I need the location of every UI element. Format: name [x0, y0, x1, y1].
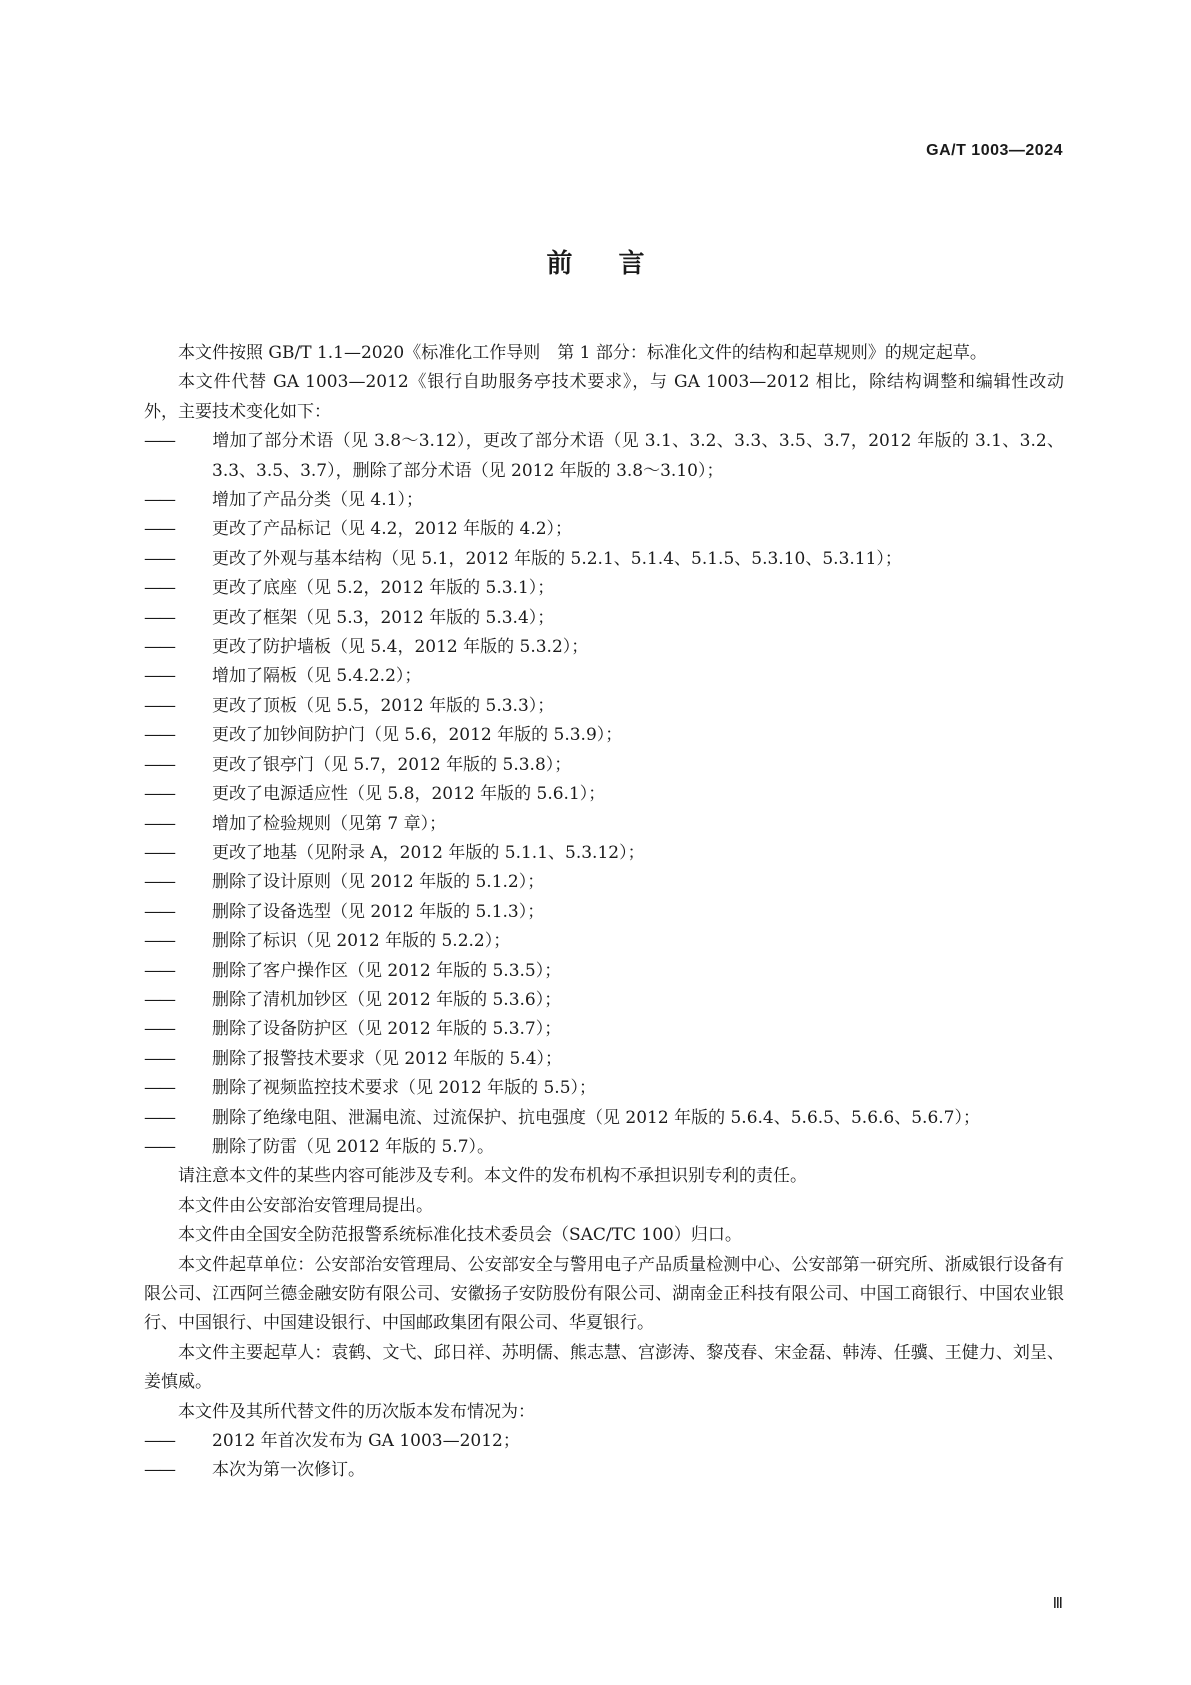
document-body	[144, 339, 1064, 1486]
history-text: 本次为第一次修订。	[212, 1460, 365, 1481]
dash: ——	[144, 960, 174, 981]
change-item	[144, 868, 1064, 897]
change-text: 更改了电源适应性（见 5.8，2012 年版的 5.6.1）；	[212, 784, 606, 805]
change-text: 增加了隔板（见 5.4.2.2）；	[212, 666, 422, 687]
dash: ——	[144, 1048, 174, 1069]
change-text: 增加了检验规则（见第 7 章）；	[212, 813, 447, 834]
change-item	[144, 1074, 1064, 1103]
dash: ——	[144, 666, 174, 687]
change-item	[144, 1104, 1064, 1133]
paragraph: 本文件起草单位：公安部治安管理局、公安部安全与警用电子产品质量检测中心、公安部第一研究所、浙威银行设备有限公司、江西阿兰德金融安防有限公司、安徽扬子安防股份有限公司、湖南金正科技有限公司、中国工商银行、中国农业银行、中国银行、中国建设银行、中国邮政集团有限公司、华夏银行。	[144, 1254, 1064, 1334]
dash: ——	[144, 784, 174, 805]
history-list	[144, 1427, 1064, 1486]
dash: ——	[144, 1136, 174, 1157]
change-text: 更改了防护墙板（见 5.4，2012 年版的 5.3.2）；	[212, 637, 589, 658]
dash: ——	[144, 578, 174, 599]
change-text: 删除了设备防护区（见 2012 年版的 5.3.7）；	[212, 1019, 562, 1040]
change-text: 更改了外观与基本结构（见 5.1，2012 年版的 5.2.1、5.1.4、5.1.5、5.3.10、5.3.11）；	[212, 548, 902, 569]
history-item	[144, 1456, 1064, 1485]
dash: ——	[144, 1019, 174, 1040]
change-item	[144, 515, 1064, 544]
change-item	[144, 1015, 1064, 1044]
dash: ——	[144, 548, 174, 569]
dash: ——	[144, 1107, 174, 1128]
change-text: 更改了银亭门（见 5.7，2012 年版的 5.3.8）；	[212, 754, 572, 775]
changes-list	[144, 427, 1064, 1162]
change-item	[144, 957, 1064, 986]
dash: ——	[144, 519, 174, 540]
change-text: 增加了部分术语（见 3.8～3.12），更改了部分术语（见 3.1、3.2、3.3、3.5、3.7，2012 年版的 3.1、3.2、3.3、3.5、3.7），删除了部分术语（见 2012 年版的 3.8～3.10）；	[212, 431, 1064, 481]
history-text: 2012 年首次发布为 GA 1003—2012；	[212, 1431, 520, 1452]
paragraph: 本文件按照 GB/T 1.1—2020《标准化工作导则 第 1 部分：标准化文件的结构和起草规则》的规定起草。	[178, 343, 987, 363]
change-item	[144, 839, 1064, 868]
dash: ——	[144, 842, 174, 863]
change-text: 删除了报警技术要求（见 2012 年版的 5.4）；	[212, 1048, 563, 1069]
paragraph: 本文件主要起草人：袁鹤、文弋、邱日祥、苏明儒、熊志慧、宫澎涛、黎茂春、宋金磊、韩涛、任骥、王健力、刘呈、姜慎威。	[144, 1342, 1064, 1393]
change-item	[144, 1045, 1064, 1074]
change-text: 删除了设备选型（见 2012 年版的 5.1.3）；	[212, 901, 545, 922]
change-text: 删除了绝缘电阻、泄漏电流、过流保护、抗电强度（见 2012 年版的 5.6.4、5.6.5、5.6.6、5.6.7）；	[212, 1107, 980, 1128]
change-text: 更改了加钞间防护门（见 5.6，2012 年版的 5.3.9）；	[212, 725, 623, 746]
change-item	[144, 721, 1064, 750]
dash: ——	[144, 695, 174, 716]
change-text: 删除了防雷（见 2012 年版的 5.7）。	[212, 1136, 495, 1157]
dash: ——	[144, 872, 174, 893]
page-title: 前言	[546, 249, 691, 279]
change-text: 更改了框架（见 5.3，2012 年版的 5.3.4）；	[212, 607, 555, 628]
change-item	[144, 927, 1064, 956]
dash: ——	[144, 637, 174, 658]
change-text: 增加了产品分类（见 4.1）；	[212, 490, 423, 511]
change-text: 更改了地基（见附录 A，2012 年版的 5.1.1、5.3.12）；	[212, 842, 645, 863]
change-item	[144, 780, 1064, 809]
change-item	[144, 898, 1064, 927]
dash: ——	[144, 490, 174, 511]
dash: ——	[144, 607, 174, 628]
change-text: 删除了标识（见 2012 年版的 5.2.2）；	[212, 931, 511, 952]
change-item	[144, 810, 1064, 839]
change-item	[144, 427, 1064, 486]
dash: ——	[144, 989, 174, 1010]
standard-code: GA/T 1003—2024	[926, 142, 1063, 159]
change-item	[144, 486, 1064, 515]
dash: ——	[144, 1078, 174, 1099]
page-number: Ⅲ	[1052, 1596, 1063, 1612]
dash: ——	[144, 725, 174, 746]
paragraph: 请注意本文件的某些内容可能涉及专利。本文件的发布机构不承担识别专利的责任。	[178, 1166, 807, 1187]
dash: ——	[144, 431, 174, 452]
change-text: 更改了底座（见 5.2，2012 年版的 5.3.1）；	[212, 578, 555, 599]
history-item	[144, 1427, 1064, 1456]
paragraph: 本文件由公安部治安管理局提出。	[178, 1195, 433, 1216]
paragraph: 本文件代替 GA 1003—2012《银行自助服务亭技术要求》，与 GA 1003—2012 相比，除结构调整和编辑性改动外，主要技术变化如下：	[144, 372, 1064, 422]
change-text: 删除了视频监控技术要求（见 2012 年版的 5.5）；	[212, 1078, 597, 1099]
change-item	[144, 751, 1064, 780]
change-text: 删除了清机加钞区（见 2012 年版的 5.3.6）；	[212, 989, 562, 1010]
dash: ——	[144, 754, 174, 775]
change-item	[144, 662, 1064, 691]
dash: ——	[144, 1460, 174, 1481]
change-item	[144, 986, 1064, 1015]
dash: ——	[144, 1431, 174, 1452]
dash: ——	[144, 901, 174, 922]
change-item	[144, 604, 1064, 633]
change-item	[144, 545, 1064, 574]
change-text: 更改了产品标记（见 4.2，2012 年版的 4.2）；	[212, 519, 573, 540]
change-text: 更改了顶板（见 5.5，2012 年版的 5.3.3）；	[212, 695, 555, 716]
paragraph: 本文件由全国安全防范报警系统标准化技术委员会（SAC/TC 100）归口。	[178, 1225, 742, 1246]
change-text: 删除了设计原则（见 2012 年版的 5.1.2）；	[212, 872, 545, 893]
change-item	[144, 633, 1064, 662]
dash: ——	[144, 813, 174, 834]
change-item	[144, 692, 1064, 721]
dash: ——	[144, 931, 174, 952]
paragraph: 本文件及其所代替文件的历次版本发布情况为：	[178, 1401, 535, 1422]
change-item	[144, 1133, 1064, 1162]
change-text: 删除了客户操作区（见 2012 年版的 5.3.5）；	[212, 960, 562, 981]
change-item	[144, 574, 1064, 603]
